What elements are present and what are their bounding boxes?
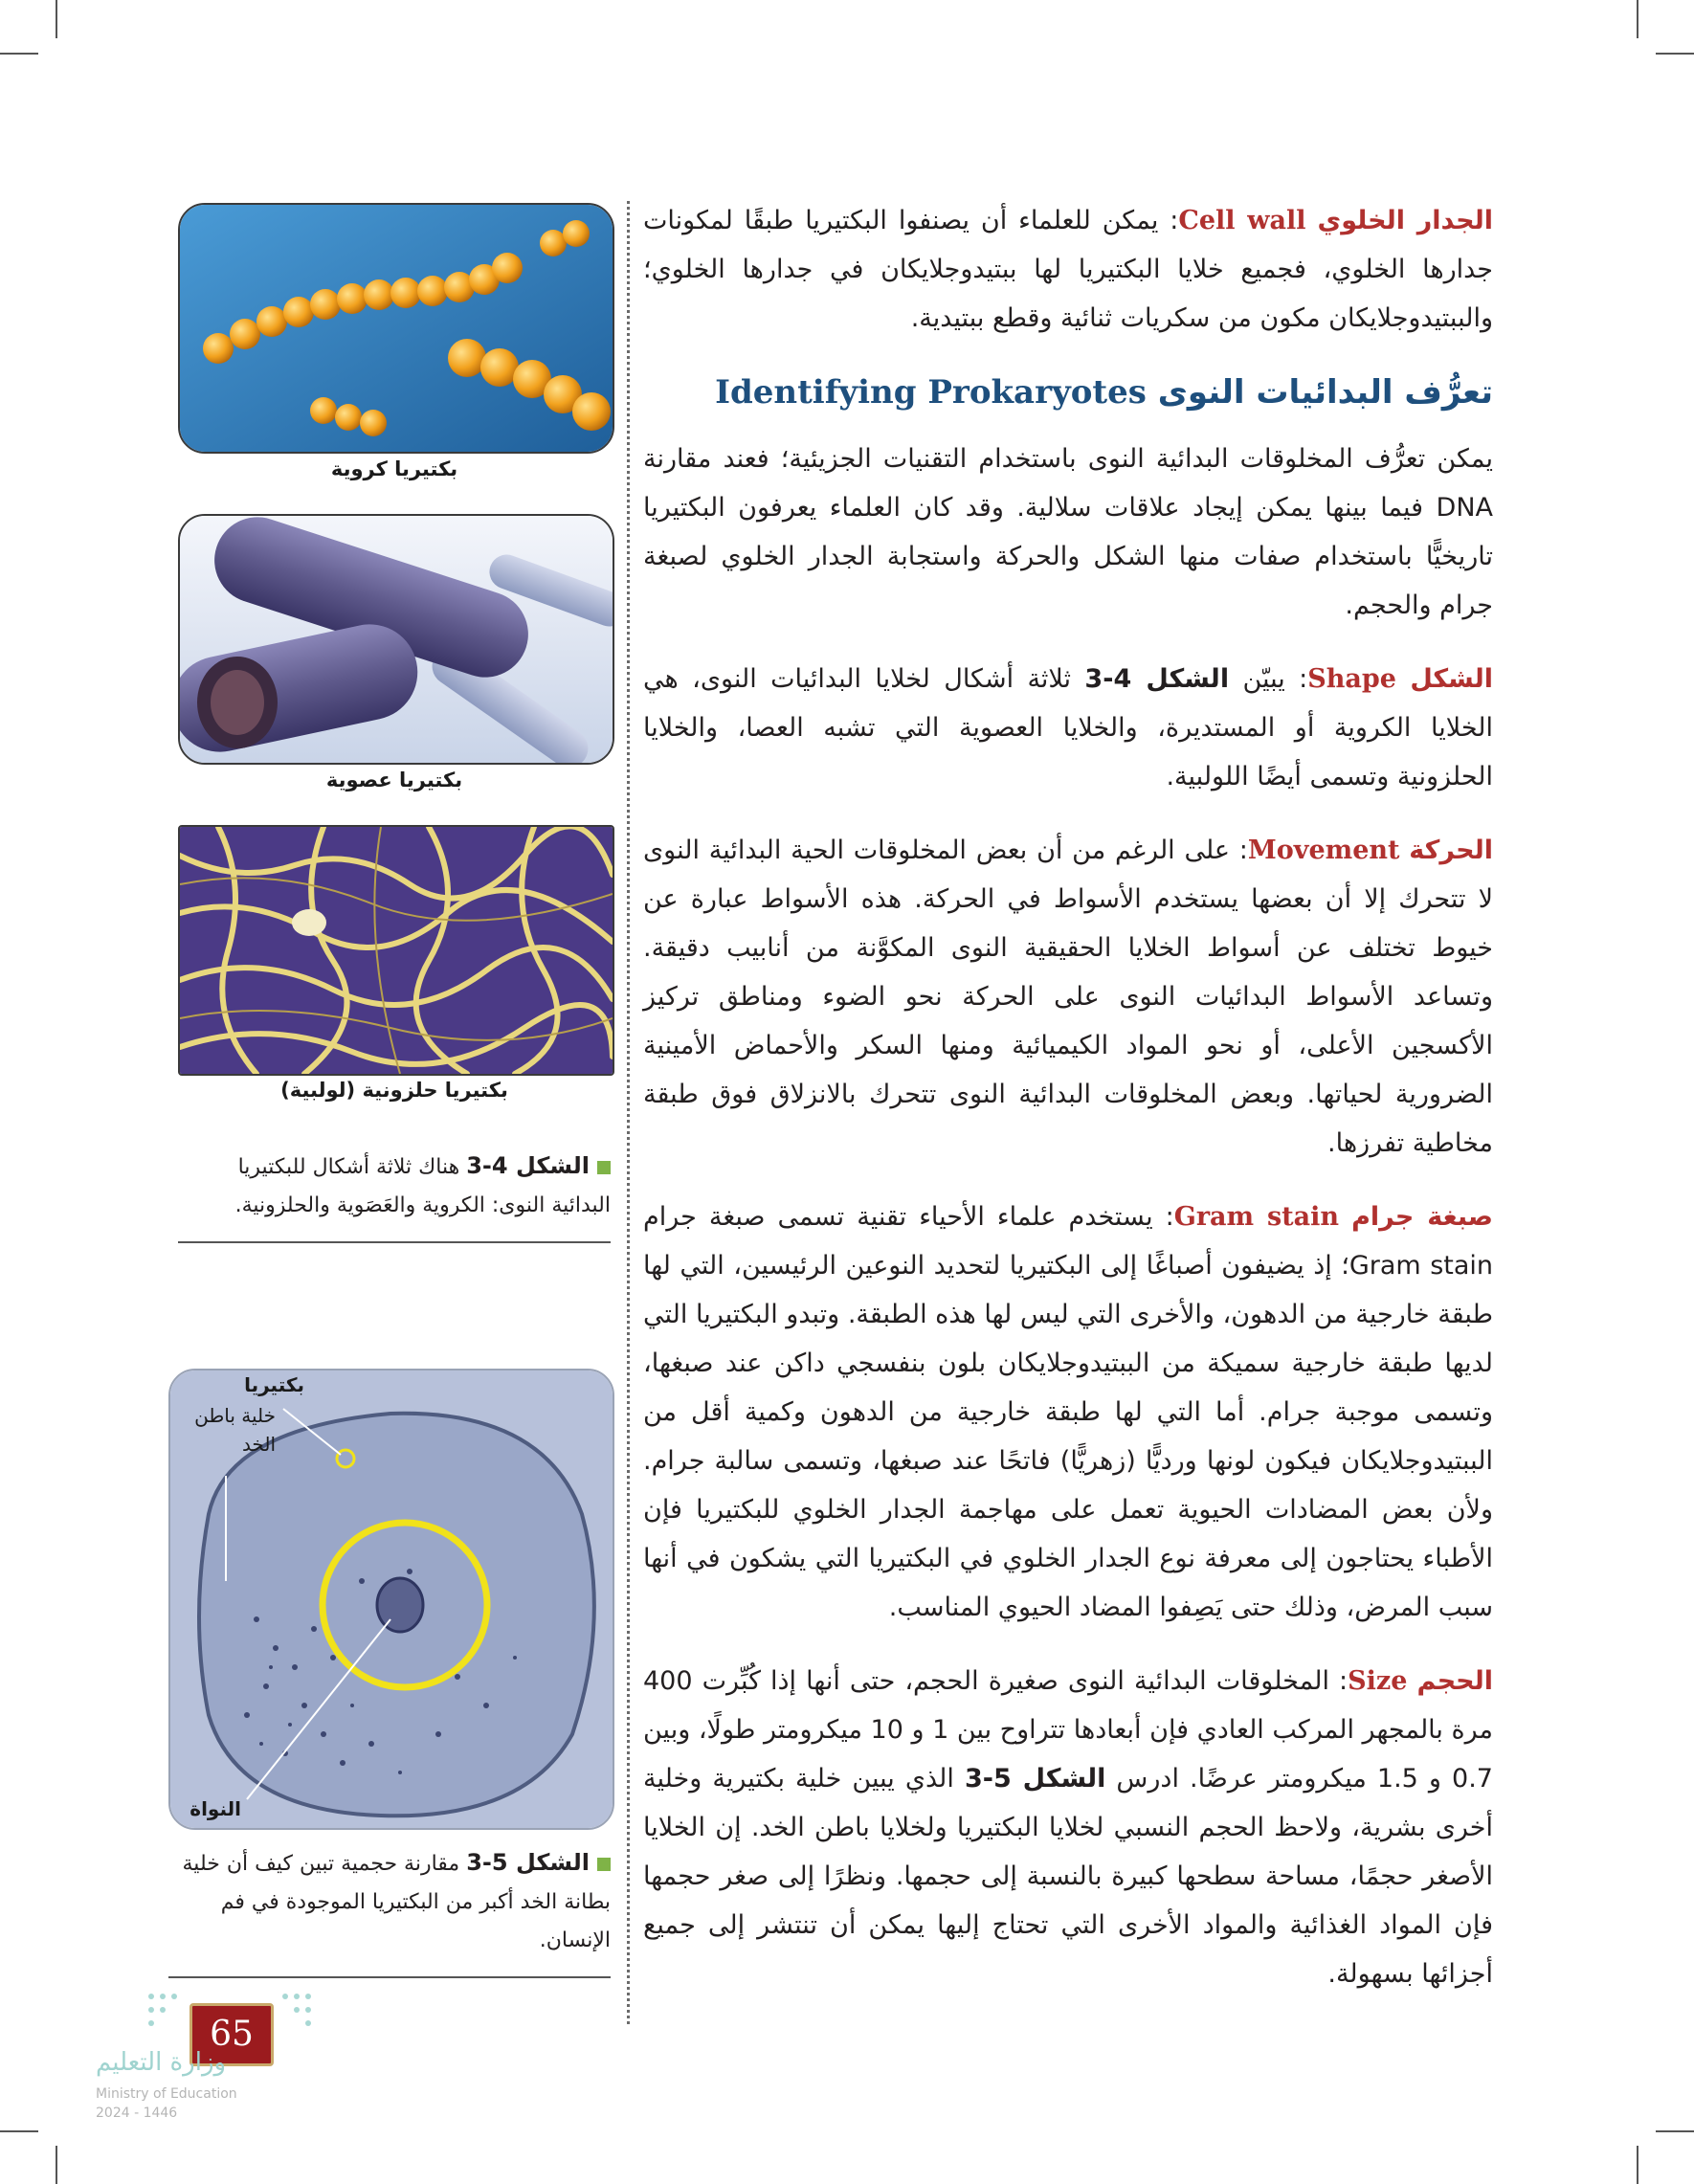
figure-reference: الشكل 5-3	[964, 1764, 1106, 1794]
caption-rule	[178, 1241, 611, 1243]
column-divider	[627, 201, 630, 2024]
paragraph-text: : المخلوقات البدائية النوى صغيرة الحجم، حتى أنها إذا كُبِّرت 400 مرة بالمجهر المركب العادي فإن أبعادها تتراوح بين 1 و 10 ميكرومتر طولًا، وبين 0.7 و 1.5 ميكرومتر عرضًا. ادرس	[643, 1666, 1493, 1794]
crop-mark	[1656, 2130, 1694, 2132]
main-text-column	[643, 196, 1493, 2023]
paragraph-text: ثلاثة أشكال لخلايا البدائيات النوى، هي الخلايا الكروية أو المستديرة، والخلايا العصوية التي تشبه العصا، والخلايا الحلزونية وتسمى أيضًا اللولبية.	[643, 664, 1493, 791]
heading-ar: تعرُّف البدائيات النوى	[1157, 373, 1493, 412]
edition-year: 2024 - 1446	[96, 2106, 178, 2121]
caption-rule	[168, 1976, 611, 1978]
bullet-square-icon	[597, 1161, 611, 1174]
paragraph-size	[643, 1657, 1493, 1998]
term-movement: الحركة	[1409, 836, 1493, 865]
paragraph-text: : يستخدم علماء الأحياء تقنية تسمى صبغة جرام Gram stain؛ إذ يضيفون أصباغًا إلى البكتيريا لتحديد النوعين الرئيسين، التي لها طبقة خارجية من الدهون، والأخرى التي ليس لها هذه الطبقة. وتبدو البكتيريا التي لديها طبقة خارجية سميكة من الببتيدوجلايكان بلون بنفسجي داكن عند صبغها، وتسمى موجبة جرام. أما التي لها طبقة خارجية من الدهون وكمية أقل من الببتيدوجلايكان فيكون لونها ورديًّا (زهريًّا) فاتحًا عند صبغها، وتسمى سالبة جرام. ولأن بعض المضادات الحيوية تعمل على مهاجمة الجدار الخلوي للبكتيريا فإن الأطباء يحتاجون إلى معرفة نوع الجدار الخلوي في البكتيريا التي يشكون في أنها سبب المرض، وذلك حتى يَصِفوا المضاد الحيوي المناسب.	[643, 1202, 1494, 1622]
figure-number: الشكل 5-3	[466, 1849, 590, 1876]
label-nucleus: النواة	[189, 1797, 241, 1820]
figure-caption-text: هناك ثلاثة أشكال للبكتيريا البدائية النوى: الكروية والعَصَوية والحلزونية.	[234, 1155, 611, 1217]
caption-cocci: بكتيريا كروية	[330, 457, 458, 480]
label-cheek-cell: خلية باطن الخد	[194, 1404, 276, 1456]
crop-mark	[1637, 0, 1638, 38]
ministry-logo-text: وزارة التعليم	[96, 2048, 227, 2077]
crop-mark	[0, 53, 38, 55]
paragraph-text: الذي يبين خلية بكتيرية وخلية أخرى بشرية، ولاحظ الحجم النسبي لخلايا البكتيريا ولخلايا باطن الخد. إن الخلايا الأصغر حجمًا، مساحة سطحها كبيرة بالنسبة إلى حجمها. ونظرًا إلى صغر حجمها فإن المواد الغذائية والمواد الأخرى التي تحتاج إليها يمكن أن تنتشر إلى جميع أجزائها بسهولة.	[643, 1764, 1493, 1989]
heading-en: Identifying Prokaryotes	[715, 373, 1147, 412]
figure-4-3-caption	[178, 1147, 611, 1225]
term-shape: الشكل	[1410, 664, 1493, 694]
caption-spiral: بكتيريا حلزونية (لولبية)	[280, 1079, 508, 1102]
image-bacilli-bacteria	[178, 514, 614, 765]
paragraph-shape	[643, 655, 1493, 801]
term-gram-stain-en: Gram stain	[1173, 1202, 1340, 1232]
paragraph-text: يمكن تعرُّف المخلوقات البدائية النوى باستخدام التقنيات الجزيئية؛ فعند مقارنة DNA فيما بينها يمكن إيجاد علاقات سلالية. وقد كان العلماء يعرفون البكتيريا تاريخيًّا باستخدام صفات منها الشكل والحركة واستجابة الجدار الخلوي لصبغة جرام والحجم.	[643, 444, 1493, 620]
label-bacteria: بكتيريا	[244, 1373, 304, 1396]
figure-5-3-caption	[168, 1843, 611, 1960]
paragraph-text: : يمكن للعلماء أن يصنفوا البكتيريا طبقًا لمكونات جدارها الخلوي، فجميع خلايا البكتيريا لها ببتيدوجلايكان في جدارها الخلوي؛ والببتيدوجلايكان مكون من سكريات ثنائية وقطع ببتيدية.	[643, 206, 1493, 333]
paragraph-text: : على الرغم من أن بعض المخلوقات الحية البدائية النوى لا تتحرك إلا أن بعضها يستخدم الأسواط في الحركة. هذه الأسواط عبارة عن خيوط تختلف عن أسواط الخلايا الحقيقية النوى المكوَّنة من أنابيب دقيقة. وتساعد الأسواط البدائيات النوى على الحركة نحو الضوء ومناطق تركيز الأكسجين الأعلى، أو نحو المواد الكيميائية ومنها السكر والأحماض الأمينية الضرورية لحياتها. وبعض المخلوقات البدائية النوى تتحرك بالانزلاق فوق طبقة مخاطية تفرزها.	[643, 836, 1493, 1158]
paragraph-cell-wall	[643, 196, 1493, 343]
crop-mark	[1656, 53, 1694, 55]
paragraph-text: : يبيّن	[1229, 664, 1308, 694]
image-cheek-cell	[168, 1369, 614, 1830]
caption-bacilli: بكتيريا عصوية	[325, 769, 463, 791]
figure-number: الشكل 4-3	[466, 1152, 590, 1179]
term-size: الحجم	[1416, 1666, 1493, 1696]
term-shape-en: Shape	[1307, 664, 1396, 694]
term-cell-wall-en: Cell wall	[1178, 206, 1306, 235]
crop-mark	[1637, 2146, 1638, 2184]
paragraph-identifying	[643, 435, 1493, 630]
crop-mark	[56, 2146, 57, 2184]
term-movement-en: Movement	[1247, 836, 1400, 865]
term-size-en: Size	[1348, 1666, 1408, 1696]
section-heading	[643, 368, 1493, 417]
paragraph-movement	[643, 826, 1493, 1168]
image-spiral-bacteria	[178, 825, 614, 1076]
bullet-square-icon	[597, 1858, 611, 1871]
term-cell-wall: الجدار الخلوي	[1317, 206, 1493, 235]
crop-mark	[56, 0, 57, 38]
crop-mark	[0, 2130, 38, 2132]
page-number: 65	[189, 2003, 274, 2066]
figure-caption-text: مقارنة حجمية تبين كيف أن خلية بطانة الخد أكبر من البكتيريا الموجودة في فم الإنسان.	[182, 1852, 611, 1952]
bacilli-illustration	[180, 516, 613, 763]
spiral-illustration	[180, 827, 613, 1074]
paragraph-gram-stain	[643, 1192, 1493, 1632]
figure-reference: الشكل 4-3	[1084, 664, 1230, 694]
image-cocci-bacteria	[178, 203, 614, 454]
cocci-illustration	[180, 205, 613, 452]
ministry-english: Ministry of Education	[96, 2086, 237, 2102]
term-gram-stain: صبغة جرام	[1351, 1202, 1493, 1232]
